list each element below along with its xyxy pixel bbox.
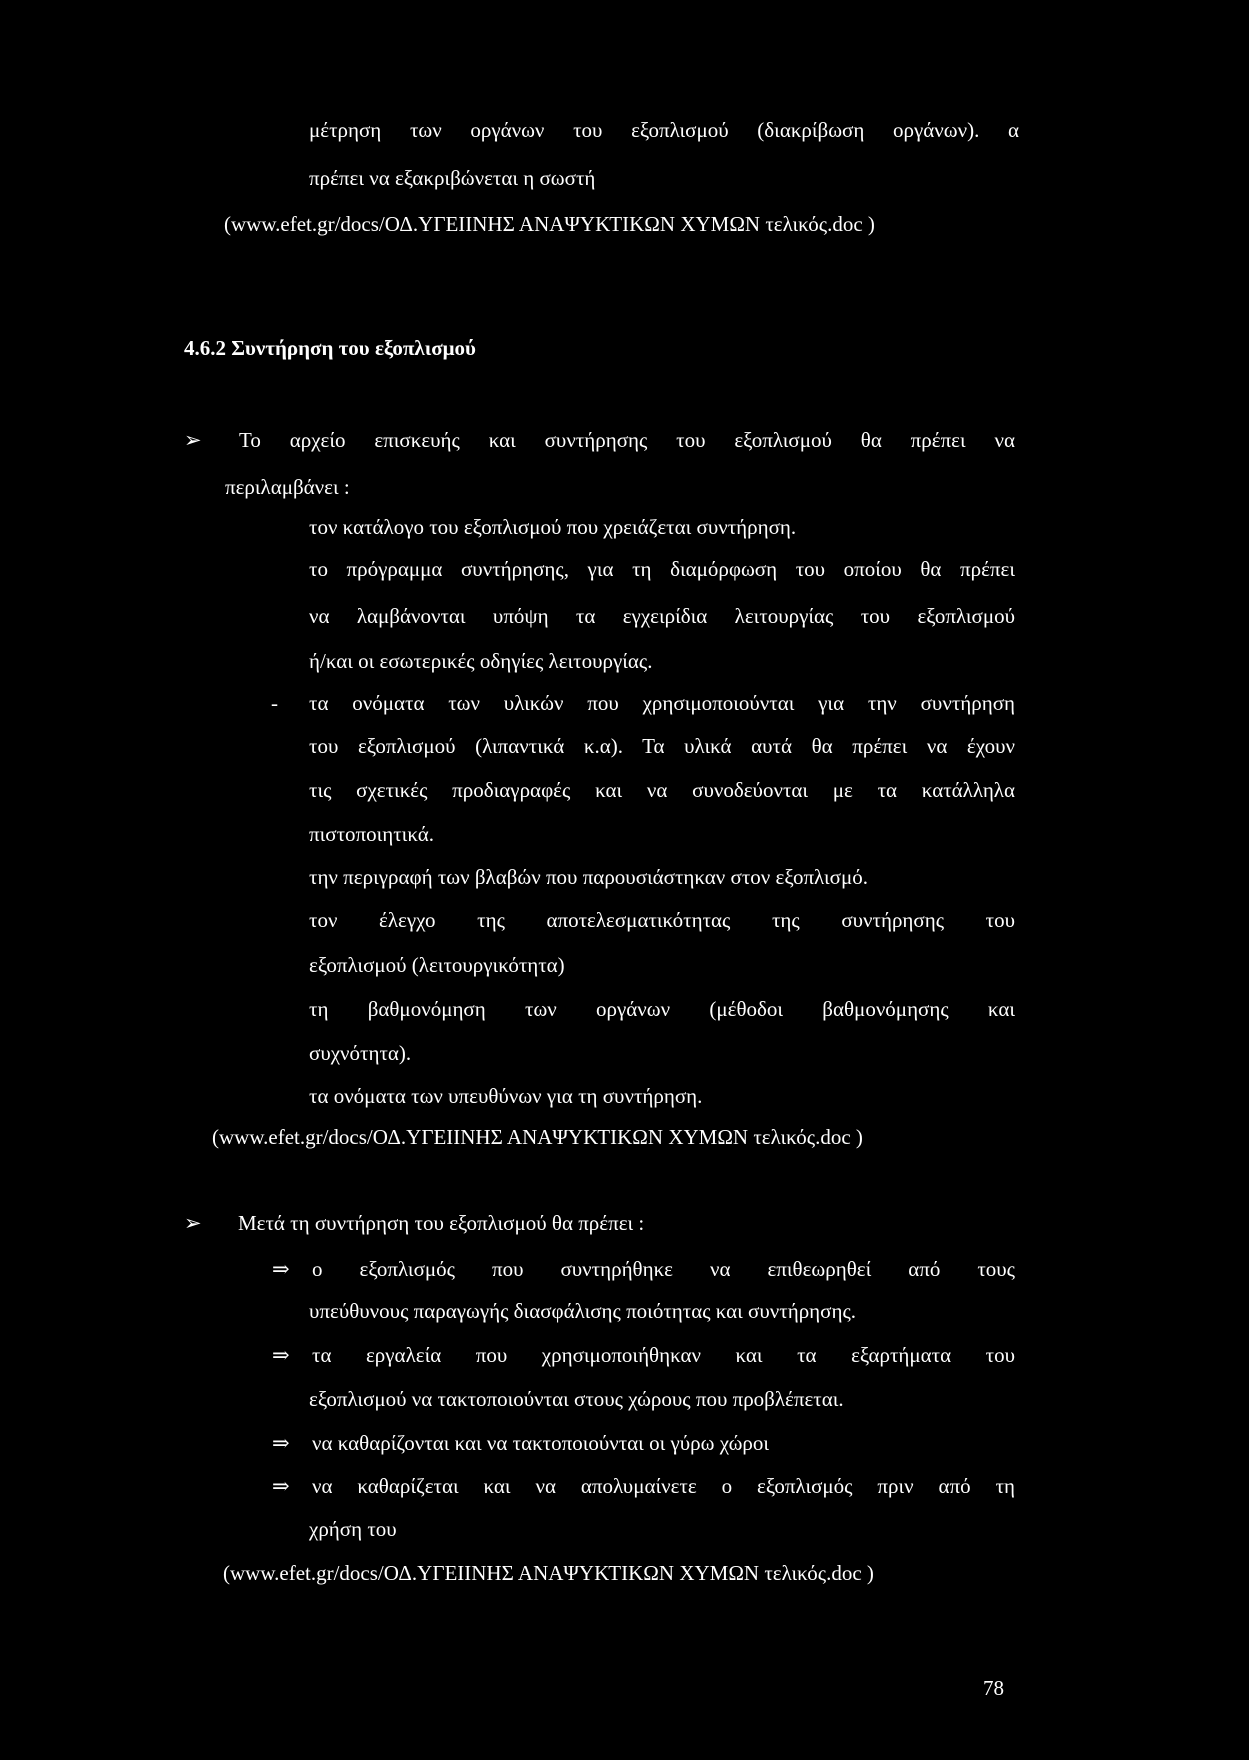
arrow-bullet-icon: ➢ [184, 1211, 202, 1235]
source-reference: (www.efet.gr/docs/ΟΔ.ΥΓΕΙΙΝΗΣ ΑΝΑΨΥΚΤΙΚΩΝ ΧΥΜΩΝ τελικός.doc ) [212, 1125, 863, 1149]
double-arrow-icon: ⇒ [272, 1474, 290, 1498]
list-item: εξοπλισμού (λειτουργικότητα) [309, 953, 565, 977]
source-reference: (www.efet.gr/docs/ΟΔ.ΥΓΕΙΙΝΗΣ ΑΝΑΨΥΚΤΙΚΩΝ ΧΥΜΩΝ τελικός.doc ) [223, 1561, 874, 1585]
list-item: του εξοπλισμού (λιπαντικά κ.α). Τα υλικά αυτά θα πρέπει να έχουν [309, 734, 1015, 758]
body-text-line: μέτρηση των οργάνων του εξοπλισμού (διακρίβωση οργάνων). α [309, 118, 1019, 142]
list-item: ο εξοπλισμός που συντηρήθηκε να επιθεωρηθεί από τους [312, 1257, 1015, 1281]
list-item: τα ονόματα των υλικών που χρησιμοποιούνται για την συντήρηση [309, 691, 1015, 715]
list-item: να λαμβάνονται υπόψη τα εγχειρίδια λειτουργίας του εξοπλισμού [309, 604, 1015, 628]
list-item: τον κατάλογο του εξοπλισμού που χρειάζεται συντήρηση. [309, 515, 797, 539]
body-text-line: Μετά τη συντήρηση του εξοπλισμού θα πρέπει : [238, 1211, 645, 1235]
list-item: να καθαρίζονται και να τακτοποιούνται οι γύρω χώροι [312, 1431, 770, 1455]
arrow-bullet-icon: ➢ [184, 428, 202, 452]
body-text-line: Το αρχείο επισκευής και συντήρησης του εξοπλισμού θα πρέπει να [239, 428, 1015, 452]
list-item: να καθαρίζεται και να απολυμαίνετε ο εξοπλισμός πριν από τη [312, 1474, 1015, 1498]
page-number: 78 [983, 1676, 1004, 1700]
list-item: τις σχετικές προδιαγραφές και να συνοδεύονται με τα κατάλληλα [309, 778, 1015, 802]
list-item: εξοπλισμού να τακτοποιούνται στους χώρους που προβλέπεται. [309, 1387, 844, 1411]
list-item: υπεύθυνους παραγωγής διασφάλισης ποιότητας και συντήρησης. [309, 1299, 857, 1323]
double-arrow-icon: ⇒ [272, 1431, 290, 1455]
list-item: ή/και οι εσωτερικές οδηγίες λειτουργίας. [309, 649, 653, 673]
list-item: τον έλεγχο της αποτελεσματικότητας της συντήρησης του [309, 908, 1015, 932]
list-item: χρήση του [309, 1517, 397, 1541]
section-heading: 4.6.2 Συντήρηση του εξοπλισμού [184, 336, 476, 360]
body-text-line: περιλαμβάνει : [225, 475, 350, 499]
list-item: το πρόγραμμα συντήρησης, για τη διαμόρφωση του οποίου θα πρέπει [309, 557, 1015, 581]
list-item: τα ονόματα των υπευθύνων για τη συντήρηση. [309, 1084, 703, 1108]
list-item: πιστοποιητικά. [309, 822, 434, 846]
list-item: συχνότητα). [309, 1041, 412, 1065]
list-item: τα εργαλεία που χρησιμοποιήθηκαν και τα εξαρτήματα του [312, 1343, 1015, 1367]
dash-bullet-icon: - [271, 691, 278, 715]
list-item: την περιγραφή των βλαβών που παρουσιάστηκαν στον εξοπλισμό. [309, 865, 868, 889]
double-arrow-icon: ⇒ [272, 1257, 290, 1281]
double-arrow-icon: ⇒ [272, 1343, 290, 1367]
body-text-line: πρέπει να εξακριβώνεται η σωστή [309, 166, 596, 190]
list-item: τη βαθμονόμηση των οργάνων (μέθοδοι βαθμονόμησης και [309, 997, 1015, 1021]
source-reference: (www.efet.gr/docs/ΟΔ.ΥΓΕΙΙΝΗΣ ΑΝΑΨΥΚΤΙΚΩΝ ΧΥΜΩΝ τελικός.doc ) [224, 212, 875, 236]
